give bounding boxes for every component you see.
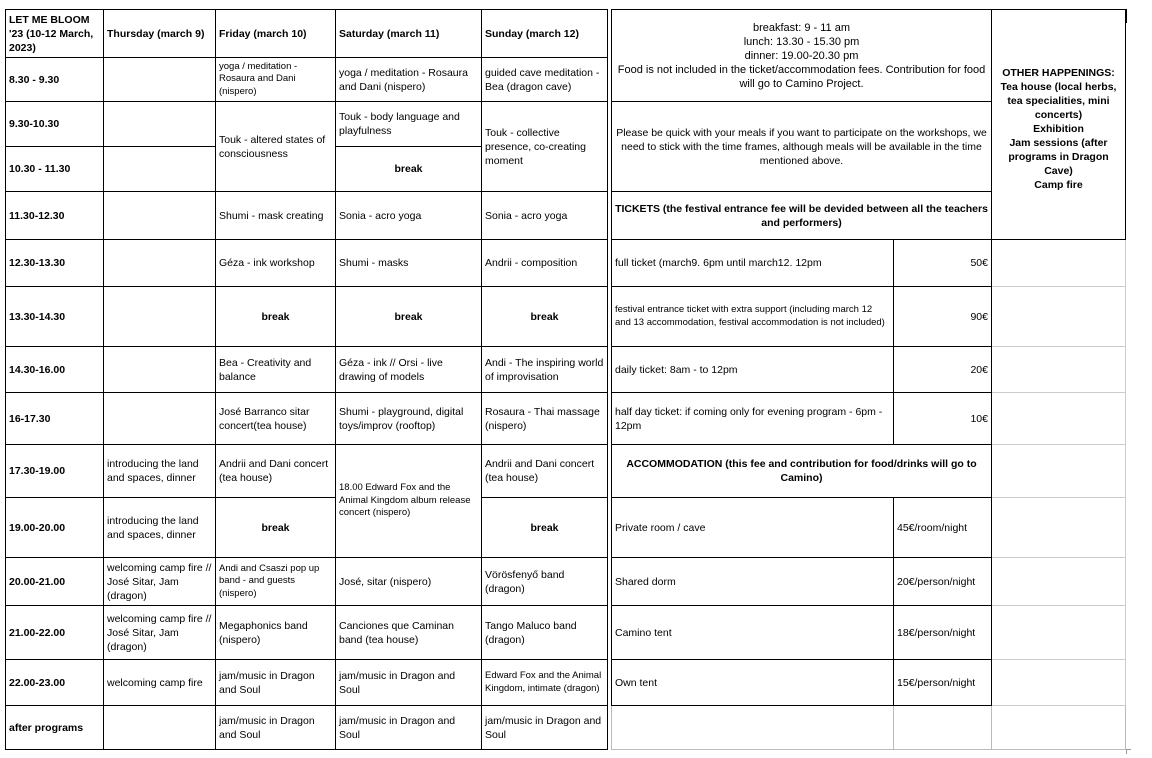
- accommodation-price: 15€/person/night: [894, 660, 992, 706]
- accommodation-label: Shared dorm: [612, 558, 894, 606]
- meals-row: [612, 10, 1126, 102]
- time-slot: 10.30 - 11.30: [6, 147, 104, 192]
- schedule-header-row: [6, 10, 608, 58]
- schedule-cell: 18.00 Edward Fox and the Animal Kingdom album release concert (nispero): [336, 445, 482, 558]
- time-slot: 16-17.30: [6, 393, 104, 445]
- table-row: [6, 498, 608, 558]
- time-slot: after programs: [6, 706, 104, 750]
- time-slot: 11.30-12.30: [6, 192, 104, 240]
- table-row: [6, 393, 608, 445]
- schedule-cell: [104, 347, 216, 393]
- schedule-cell: Shumi - mask creating: [216, 192, 336, 240]
- schedule-cell: Bea - Creativity and balance: [216, 347, 336, 393]
- empty-cell: [992, 660, 1126, 706]
- schedule-cell: José, sitar (nispero): [336, 558, 482, 606]
- ticket-label: half day ticket: if coming only for evening program - 6pm - 12pm: [612, 393, 894, 445]
- schedule-cell: [104, 147, 216, 192]
- schedule-cell: Andi - The inspiring world of improvisation: [482, 347, 608, 393]
- dinner-time: dinner: 19.00-20.30 pm: [744, 49, 859, 62]
- table-row: [6, 606, 608, 660]
- schedule-cell: [104, 58, 216, 102]
- table-row: [6, 58, 608, 102]
- table-row: [612, 347, 1126, 393]
- empty-cell: [992, 393, 1126, 445]
- break-cell: break: [482, 287, 608, 347]
- schedule-cell: [104, 102, 216, 147]
- time-slot: 12.30-13.30: [6, 240, 104, 287]
- schedule-cell: welcoming camp fire // José Sitar, Jam (dragon): [104, 606, 216, 660]
- festival-title: LET ME BLOOM '23 (10-12 March, 2023): [6, 10, 104, 58]
- schedule-cell: Rosaura - Thai massage (nispero): [482, 393, 608, 445]
- schedule-cell: jam/music in Dragon and Soul: [216, 660, 336, 706]
- table-row: [6, 706, 608, 750]
- empty-cell: [992, 706, 1126, 750]
- accommodation-label: Private room / cave: [612, 498, 894, 558]
- table-row: [612, 393, 1126, 445]
- break-cell: break: [336, 287, 482, 347]
- schedule-cell: Shumi - masks: [336, 240, 482, 287]
- time-slot: 14.30-16.00: [6, 347, 104, 393]
- break-cell: break: [482, 498, 608, 558]
- other-happenings: [992, 10, 1126, 240]
- schedule-cell: jam/music in Dragon and Soul: [336, 660, 482, 706]
- schedule-cell: Megaphonics band (nispero): [216, 606, 336, 660]
- empty-cell: [992, 558, 1126, 606]
- ticket-price: 50€: [894, 240, 992, 287]
- table-row: [6, 240, 608, 287]
- time-slot: 21.00-22.00: [6, 606, 104, 660]
- accommodation-header: ACCOMMODATION (this fee and contribution for food/drinks will go to Camino): [612, 445, 992, 498]
- empty-cell: [992, 445, 1126, 498]
- day-header-saturday: Saturday (march 11): [336, 10, 482, 58]
- empty-cell: [992, 498, 1126, 558]
- schedule-cell: jam/music in Dragon and Soul: [216, 706, 336, 750]
- schedule-cell: yoga / meditation - Rosaura and Dani (nispero): [336, 58, 482, 102]
- table-row: [6, 558, 608, 606]
- ticket-label: festival entrance ticket with extra support (including march 12 and 13 accommodation, festival accommodation is not included): [612, 287, 894, 347]
- break-cell: break: [336, 147, 482, 192]
- info-table: [611, 9, 1126, 750]
- other-happenings-title: OTHER HAPPENINGS:: [1002, 67, 1115, 79]
- schedule-cell: [104, 706, 216, 750]
- schedule-cell: Touk - body language and playfulness: [336, 102, 482, 147]
- break-cell: break: [216, 287, 336, 347]
- time-slot: 9.30-10.30: [6, 102, 104, 147]
- tickets-header: TICKETS (the festival entrance fee will be devided between all the teachers and performers): [612, 192, 992, 240]
- time-slot: 20.00-21.00: [6, 558, 104, 606]
- day-header-friday: Friday (march 10): [216, 10, 336, 58]
- schedule-cell: [104, 287, 216, 347]
- time-slot: 13.30-14.30: [6, 287, 104, 347]
- accommodation-price: 20€/person/night: [894, 558, 992, 606]
- food-note: Food is not included in the ticket/accommodation fees. Contribution for food will go to Camino Project.: [617, 63, 986, 90]
- table-row: [6, 347, 608, 393]
- meal-times: [612, 10, 992, 102]
- schedule-cell: Shumi - playground, digital toys/improv (rooftop): [336, 393, 482, 445]
- other-happening-item: Jam sessions (after programs in Dragon Cave): [1008, 137, 1109, 177]
- schedule-cell: Géza - ink // Orsi - live drawing of models: [336, 347, 482, 393]
- schedule-cell: Andrii and Dani concert (tea house): [216, 445, 336, 498]
- accommodation-price: 18€/person/night: [894, 606, 992, 660]
- schedule-cell: [104, 240, 216, 287]
- ticket-price: 10€: [894, 393, 992, 445]
- accommodation-price: 45€/room/night: [894, 498, 992, 558]
- empty-cell: [992, 347, 1126, 393]
- schedule-cell: Touk - collective presence, co-creating moment: [482, 102, 608, 192]
- table-row: [612, 498, 1126, 558]
- empty-cell: [992, 606, 1126, 660]
- page-corner-mark: [1126, 749, 1131, 754]
- schedule-cell: introducing the land and spaces, dinner: [104, 498, 216, 558]
- schedule-cell: guided cave meditation - Bea (dragon cave): [482, 58, 608, 102]
- table-row: [612, 240, 1126, 287]
- quick-note: Please be quick with your meals if you want to participate on the workshops, we need to stick with the time frames, although meals will be available in the time mentioned above.: [612, 102, 992, 192]
- table-row: [6, 445, 608, 498]
- table-row: [6, 102, 608, 147]
- schedule-cell: [104, 192, 216, 240]
- schedule-cell: Sonia - acro yoga: [482, 192, 608, 240]
- empty-cell: [894, 706, 992, 750]
- accommodation-label: Camino tent: [612, 606, 894, 660]
- schedule-cell: welcoming camp fire: [104, 660, 216, 706]
- schedule-cell: jam/music in Dragon and Soul: [336, 706, 482, 750]
- table-row: [6, 192, 608, 240]
- schedule-cell: Edward Fox and the Animal Kingdom, intimate (dragon): [482, 660, 608, 706]
- text-cursor: [1126, 9, 1127, 23]
- table-row: [612, 606, 1126, 660]
- schedule-cell: Andrii and Dani concert (tea house): [482, 445, 608, 498]
- schedule-cell: welcoming camp fire // José Sitar, Jam (dragon): [104, 558, 216, 606]
- schedule-cell: Touk - altered states of consciousness: [216, 102, 336, 192]
- other-happening-item: Tea house (local herbs, tea specialities, mini concerts): [1000, 81, 1117, 121]
- schedule-cell: Andrii - composition: [482, 240, 608, 287]
- other-happening-item: Exhibition: [1033, 123, 1084, 135]
- schedule-cell: José Barranco sitar concert(tea house): [216, 393, 336, 445]
- schedule-cell: Vörösfenyő band (dragon): [482, 558, 608, 606]
- table-row: [612, 287, 1126, 347]
- schedule-cell: Canciones que Caminan band (tea house): [336, 606, 482, 660]
- schedule-cell: yoga / meditation - Rosaura and Dani (nispero): [216, 58, 336, 102]
- day-header-sunday: Sunday (march 12): [482, 10, 608, 58]
- lunch-time: lunch: 13.30 - 15.30 pm: [743, 35, 860, 48]
- schedule-cell: jam/music in Dragon and Soul: [482, 706, 608, 750]
- ticket-price: 90€: [894, 287, 992, 347]
- table-row: [612, 558, 1126, 606]
- empty-cell: [992, 240, 1126, 287]
- empty-cell: [992, 287, 1126, 347]
- empty-cell: [612, 706, 894, 750]
- time-slot: 17.30-19.00: [6, 445, 104, 498]
- schedule-cell: Tango Maluco band (dragon): [482, 606, 608, 660]
- schedule-cell: Sonia - acro yoga: [336, 192, 482, 240]
- accommodation-label: Own tent: [612, 660, 894, 706]
- time-slot: 19.00-20.00: [6, 498, 104, 558]
- empty-row: [612, 706, 1126, 750]
- schedule-cell: introducing the land and spaces, dinner: [104, 445, 216, 498]
- accommodation-header-row: [612, 445, 1126, 498]
- break-cell: break: [216, 498, 336, 558]
- schedule-table: [5, 9, 608, 750]
- other-happening-item: Camp fire: [1034, 179, 1083, 191]
- schedule-cell: Géza - ink workshop: [216, 240, 336, 287]
- table-row: [6, 287, 608, 347]
- ticket-label: daily ticket: 8am - to 12pm: [612, 347, 894, 393]
- day-header-thursday: Thursday (march 9): [104, 10, 216, 58]
- ticket-price: 20€: [894, 347, 992, 393]
- time-slot: 22.00-23.00: [6, 660, 104, 706]
- table-row: [6, 660, 608, 706]
- ticket-label: full ticket (march9. 6pm until march12. 12pm: [612, 240, 894, 287]
- schedule-cell: Andi and Csaszi pop up band - and guests (nispero): [216, 558, 336, 606]
- schedule-cell: [104, 393, 216, 445]
- table-row: [612, 660, 1126, 706]
- breakfast-time: breakfast: 9 - 11 am: [752, 21, 850, 34]
- time-slot: 8.30 - 9.30: [6, 58, 104, 102]
